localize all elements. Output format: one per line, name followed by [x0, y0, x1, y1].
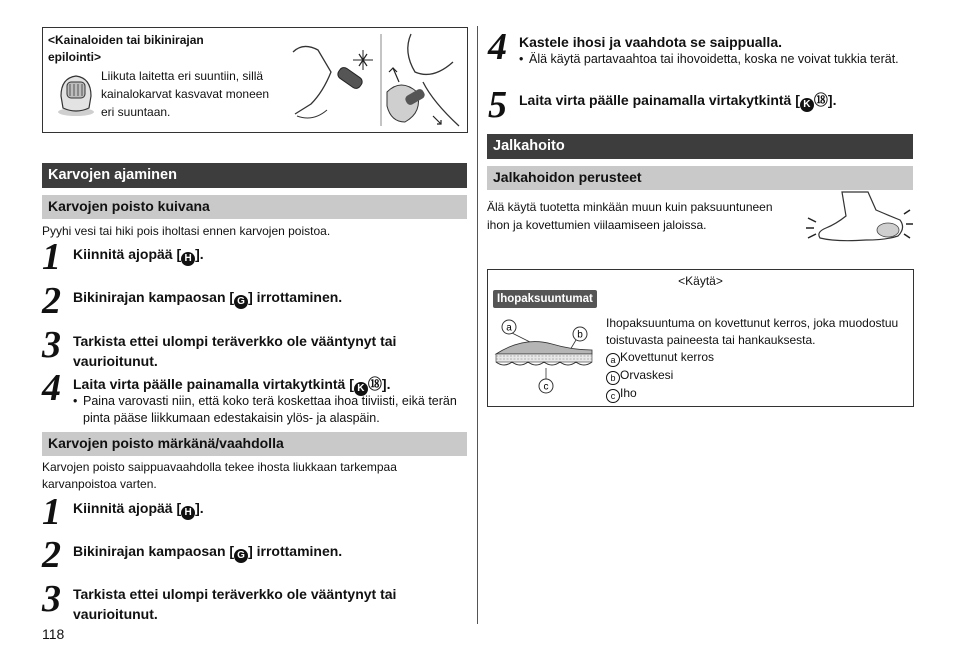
label-text-b: Orvaskesi [620, 368, 674, 382]
dry-step-2-pre: Bikinirajan kampaosan [ [73, 289, 235, 305]
label-text-c: Iho [620, 386, 637, 400]
dry-step-3-number: 3 [42, 324, 61, 366]
callus-label-b [606, 367, 673, 385]
dry-step-1-pre: Kiinnitä ajopää [ [73, 246, 182, 262]
wet-step-1-text [73, 498, 463, 520]
wet-step-3-number: 3 [42, 578, 61, 620]
page-number: 118 [42, 626, 65, 642]
dry-step-1-post: ]. [195, 246, 204, 262]
dry-step-1-text [73, 244, 463, 266]
dry-shaving-header: Karvojen poisto kuivana [42, 195, 467, 219]
dry-step-3-line-2: vaurioitunut. [73, 353, 158, 369]
underarm-tip-text: Liikuta laitetta eri suuntiin, sillä kainalokarvat kasvavat moneen eri suuntaan. [101, 69, 270, 119]
foot-care-intro: Älä käytä tuotetta minkään muun kuin paksuuntuneen ihon ja kovettumien viilaamiseen jaloissa. [487, 200, 773, 232]
wet-step-3-text [73, 584, 465, 624]
wet-step-2-post: ] irrottaminen. [248, 543, 343, 559]
dry-step-4-bullet-marker: • [73, 394, 78, 408]
wet-shaving-intro: Karvojen poisto saippuavaahdolla tekee ihosta liukkaan tarkempaa karvanpoistoa varten. [42, 460, 397, 491]
callus-tag: Ihopaksuuntumat [493, 290, 597, 308]
skin-layers-diagram [494, 316, 594, 394]
callus-label-c [606, 385, 637, 403]
wet-step-2-number: 2 [42, 534, 61, 576]
wet-step-2-pre: Bikinirajan kampaosan [ [73, 543, 235, 559]
underarm-illustration [283, 32, 465, 128]
underarm-tip-title: <Kainaloiden tai bikinirajan epilointi> [48, 33, 204, 64]
dry-step-2-number: 2 [42, 280, 61, 322]
foot-care-section-header: Jalkahoito [487, 134, 913, 159]
dry-step-2-post: ] irrottaminen. [248, 289, 343, 305]
right-step-5-number: 5 [488, 84, 507, 126]
underarm-tip-box [42, 27, 468, 133]
label-marker-c: c [606, 389, 620, 403]
wet-step-1-number: 1 [42, 491, 61, 533]
part-code-g: G [234, 295, 248, 309]
part-code-k: K [800, 98, 814, 112]
right-step-5-post: ]. [827, 92, 837, 108]
foot-care-basics-header: Jalkahoidon perusteet [487, 166, 913, 190]
right-step-5-pre: Laita virta päälle painamalla virtakytkintä [ [519, 92, 800, 108]
dry-step-3-line-1: Tarkista ettei ulompi teräverkko ole vääntynyt tai [73, 333, 397, 349]
right-step-4-bullet: Älä käytä partavaahtoa tai ihovoidetta, koska ne voivat tukkia terät. [529, 52, 899, 66]
wet-step-2-text [73, 541, 463, 563]
svg-text:c: c [543, 381, 549, 393]
callus-info-box [487, 269, 914, 407]
right-step-4-bullet-marker: • [519, 52, 524, 66]
epilator-icon [51, 68, 101, 118]
label-text-a: Kovettunut kerros [620, 350, 715, 364]
dry-step-3-text [73, 331, 465, 371]
right-step-5-text [519, 90, 929, 112]
shaving-section-header: Karvojen ajaminen [42, 163, 467, 188]
wet-step-3-line-2: vaurioitunut. [73, 606, 158, 622]
right-step-4-text: Kastele ihosi ja vaahdota se saippualla. [519, 34, 782, 50]
dry-step-4-number: 4 [42, 367, 61, 409]
svg-text:a: a [506, 322, 512, 334]
wet-shaving-header: Karvojen poisto märkänä/vaahdolla [42, 432, 467, 456]
column-divider [477, 26, 478, 624]
dry-shaving-intro: Pyyhi vesi tai hiki pois iholtasi ennen karvojen poistoa. [42, 224, 331, 238]
label-marker-a: a [606, 353, 620, 367]
wet-step-1-pre: Kiinnitä ajopää [ [73, 500, 182, 516]
foot-illustration [806, 190, 914, 246]
dry-step-4-pre: Laita virta päälle painamalla virtakytkintä [ [73, 376, 354, 392]
label-marker-b: b [606, 371, 620, 385]
dry-step-2-text [73, 287, 463, 309]
part-code-k: K [354, 382, 368, 396]
dry-step-4-post: ]. [381, 376, 391, 392]
callus-description: Ihopaksuuntuma on kovettunut kerros, joka muodostuu toistuvasta paineesta tai hankauksesta. [606, 316, 899, 347]
svg-text:b: b [577, 329, 583, 341]
callus-box-header: <Käytä> [678, 274, 723, 288]
part-code-h: H [181, 252, 195, 266]
dry-step-1-number: 1 [42, 236, 61, 278]
part-code-g: G [234, 549, 248, 563]
part-code-h: H [181, 506, 195, 520]
wet-step-3-line-1: Tarkista ettei ulompi teräverkko ole vääntynyt tai [73, 586, 397, 602]
right-step-4-number: 4 [488, 26, 507, 68]
part-code-18: ⑱ [367, 376, 382, 392]
dry-step-4-bullet: Paina varovasti niin, että koko terä koskettaa ihoa tiiviisti, eikä terän pinta pääse liikkumaan edestakaisin ylös- ja alaspäin. [83, 394, 457, 425]
part-code-18: ⑱ [813, 92, 828, 108]
wet-step-1-post: ]. [195, 500, 204, 516]
callus-label-a [606, 349, 714, 367]
